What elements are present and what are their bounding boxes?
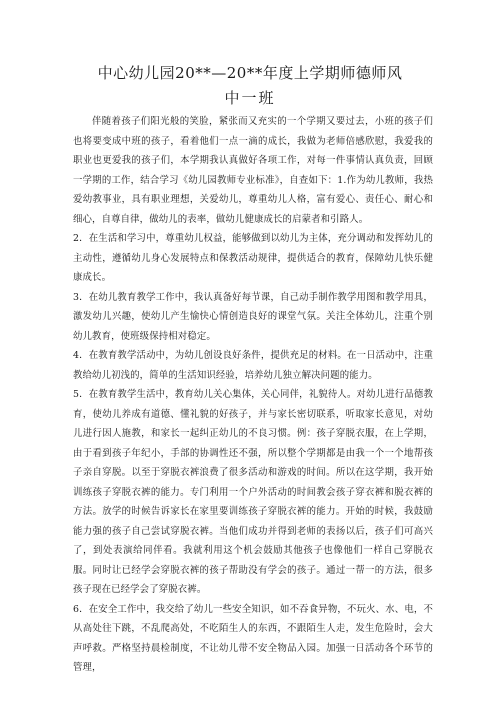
document-body (73, 112, 433, 678)
document-title: 中心幼儿园20**—20**年度上学期师德师风 (97, 64, 403, 82)
document-subtitle: 中一班 (224, 89, 276, 107)
paragraph-item-6: 6．在安全工作中，我交给了幼儿一些安全知识，如不吞食异物，不玩火、水、电，不从高处往下跳，不乱爬高处，不吃陌生人的东西，不跟陌生人走，发生危险时，会大声呼救。严格坚持晨检制度，不让幼儿带不安全物品入园。加强一日活动各个环节的管理， (73, 603, 433, 673)
paragraph-item-3: 3．在幼儿教育教学工作中，我认真备好每节课，自己动手制作教学用图和教学用具，激发幼儿兴趣，使幼儿产生愉快心情创造良好的课堂气氛。关注全体幼儿，注重个别幼儿教育，使班级保持相对稳定。 (73, 291, 433, 342)
paragraph-item-4: 4．在教育教学活动中，为幼儿创设良好条件，提供充足的材料。在一日活动中，注重教给幼儿初浅的，简单的生活知识经验，培养幼儿独立解决问题的能力。 (73, 350, 433, 381)
paragraph-item-5: 5．在教育教学生活中，教育幼儿关心集体，关心同伴，礼貌待人。对幼儿进行品德教育，使幼儿养成有道德、懂礼貌的好孩子，并与家长密切联系，听取家长意见，对幼儿进行因人施教，和家长一起纠正幼儿的不良习惯。例：孩子穿脱衣服，在上学期，由于看到孩子年纪小，手部的协调性还不强，所以整个学期都是由我一个一个地帮孩子亲自穿脱。以至于穿脱衣裤浪费了很多活动和游戏的时间。所以在这学期，我开始训练孩子穿脱衣裤的能力。专门利用一个户外活动的时间教会孩子穿衣裤和脱衣裤的方法。放学的时候告诉家长在家里要训练孩子穿脱衣裤的能力。开始的时候，我鼓励能力强的孩子自己尝试穿脱衣裤。当他们成功并得到老师的表扬以后，孩子们可高兴了，到处表演给同伴看。我就利用这个机会鼓励其他孩子也像他们一样自己穿脱衣服。同时让已经学会穿脱衣裤的孩子帮助没有学会的孩子。通过一帮一的方法，很多孩子现在已经学会了穿脱衣裤。 (73, 389, 433, 595)
paragraph-item-2: 2．在生活和学习中，尊重幼儿权益，能够做到以幼儿为主体，充分调动和发挥幼儿的主动性，遵循幼儿身心发展特点和保教活动规律，提供适合的教育，保障幼儿快乐健康成长。 (73, 233, 433, 283)
paragraph-intro: 伴随着孩子们阳光般的笑脸，紧张而又充实的一个学期又要过去，小班的孩子们也将要变成中班的孩子，看着他们一点一滴的成长，我做为老师倍感欣慰，我爱我的职业也更爱我的孩子们，本学期我认真做好各项工作，对每一件事情认真负责，回顾一学期的工作，结合学习《幼儿园教师专业标准》，自查如下：1.作为幼儿教师，我热爱幼教事业，具有职业理想，关爱幼儿，尊重幼儿人格，富有爱心、责任心、耐心和细心，自尊自律，做幼儿的表率，做幼儿健康成长的启蒙者和引路人。 (73, 116, 433, 225)
